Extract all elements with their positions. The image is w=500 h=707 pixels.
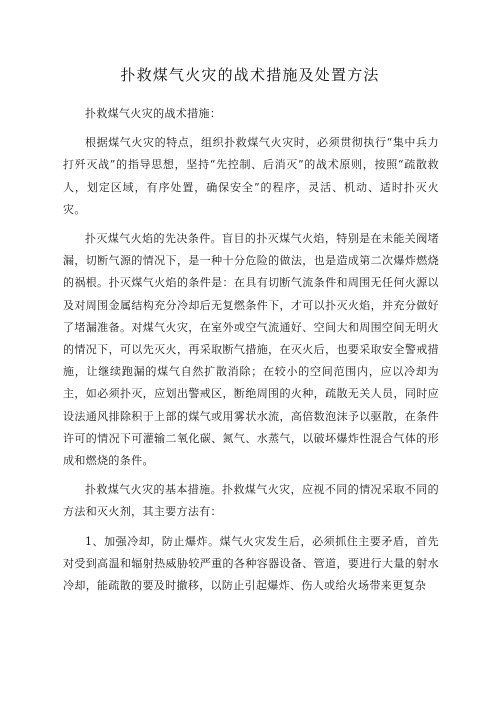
paragraph: 1、加强冷却，防止爆炸。煤气火灾发生后，必须抓住主要矛盾，首先对受到高温和辐射热威胁较严重的各种容器设备、管道，要进行大量的射水冷却，能疏散的要及时撤移，以防止引起爆炸、伤人或给火场带来更复杂: [63, 534, 439, 593]
paragraph: 扑救煤气火灾的基本措施。扑救煤气火灾，应视不同的情况采取不同的方法和灭火剂，其主要方法有：: [63, 483, 439, 519]
paragraph: 扑灭煤气火焰的先决条件。盲目的扑灭煤气火焰，特别是在未能关阀堵漏，切断气源的情况下，是一种十分危险的做法，也是造成第二次爆炸燃烧的祸根。扑灭煤气火焰的条件是：在具有切断气流条件和周围无任何火源以及对周围金属结构充分冷却后无复燃条件下，才可以扑灭火焰，并充分做好了堵漏准备。对煤气火灾，在室外或空气流通好、空间大和周围空间无明火的情况下，可以先灭火，再采取断气措施，在灭火后，也要采取安全警戒措施，让继续跑漏的煤气自然扩散消除；在较小的空间范围内，应以冷却为主，如必须扑灭，应划出警戒区，断绝周围的火种，疏散无关人员，同时应设法通风排除积于上部的煤气或用雾状水流，高倍数泡沫予以驱散，在条件许可的情况下可灌输二氧化碳、氮气、水蒸气，以破坏爆炸性混合气体的形成和燃烧的条件。: [63, 232, 439, 468]
paragraph: 扑救煤气火灾的战术措施：: [85, 107, 222, 120]
paragraph: 根据煤气火灾的特点，组织扑救煤气火灾时，必须贯彻执行“集中兵力打歼灭战”的指导思想，坚持“先控制、后消灭”的战术原则，按照“疏散救人，划定区域，有序处置，确保安全”的程序，灵活、机动、适时扑灭火灾。: [63, 136, 439, 216]
document-body: [63, 96, 439, 597]
page-title: 扑救煤气火灾的战术措施及处置方法: [120, 66, 380, 84]
